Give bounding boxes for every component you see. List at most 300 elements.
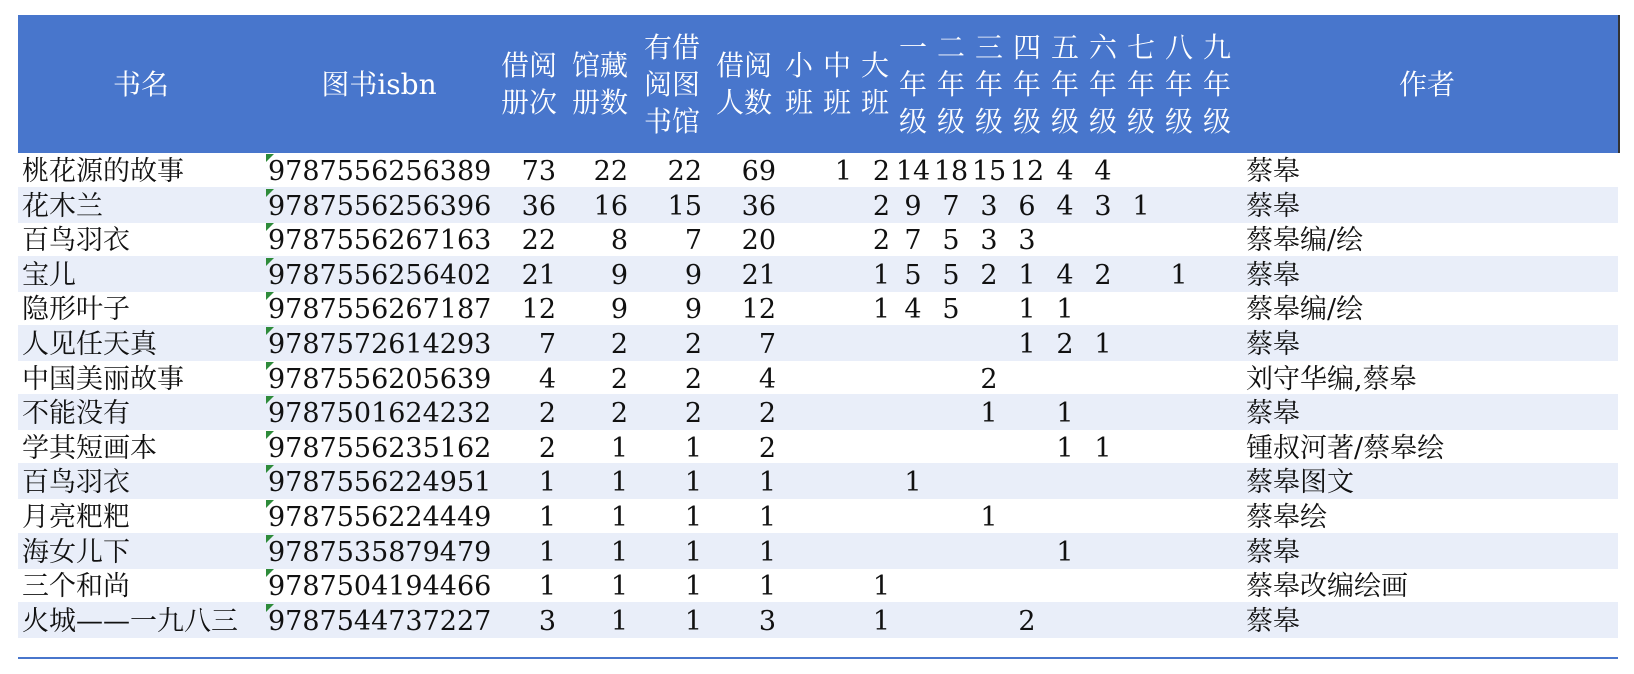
cell-title[interactable]: 火城——一九八三 [22,605,238,637]
cell-grade-6[interactable]: 4 [1094,156,1112,187]
cell-grade-7[interactable] [1122,602,1160,638]
cell-grade-5[interactable] [1046,567,1084,603]
header-grade-8[interactable]: 八 年 级 [1164,30,1193,138]
header-grade-2[interactable]: 二 年 级 [936,30,965,138]
cell-grade-4[interactable] [1008,498,1046,534]
cell-daban[interactable] [856,463,890,499]
cell-libraries[interactable]: 15 [667,190,702,222]
cell-holdings[interactable]: 2 [610,329,628,360]
cell-borrowers[interactable]: 4 [758,363,776,395]
cell-grade-9[interactable] [1198,498,1236,534]
cell-borrow-count[interactable]: 21 [521,259,556,291]
cell-borrowers[interactable]: 36 [741,190,776,222]
cell-xiaoban[interactable] [780,602,814,638]
cell-xiaoban[interactable] [780,533,814,569]
table-row [18,394,1618,430]
cell-grade-9[interactable] [1198,290,1236,326]
cell-borrowers[interactable]: 20 [741,225,776,257]
cell-grade-1[interactable]: 14 [895,156,931,187]
cell-grade-2[interactable] [932,602,970,638]
cell-grade-6[interactable]: 1 [1094,432,1112,464]
cell-xiaoban[interactable] [780,567,814,603]
cell-grade-3[interactable] [970,290,1008,326]
cell-grade-8[interactable] [1160,463,1198,499]
cell-grade-2[interactable]: 5 [942,259,960,291]
cell-xiaoban[interactable] [780,394,814,430]
cell-daban[interactable] [856,325,890,361]
cell-daban[interactable] [856,394,890,430]
header-grade-7[interactable]: 七 年 级 [1126,30,1155,138]
cell-grade-1[interactable]: 9 [904,190,922,222]
cell-grade-2[interactable] [932,325,970,361]
cell-daban[interactable]: 1 [872,259,890,291]
header-libraries[interactable]: 有借 阅图 书馆 [643,30,700,138]
cell-grade-9[interactable] [1198,567,1236,603]
cell-author[interactable]: 蔡皋 [1246,190,1300,222]
cell-holdings[interactable]: 1 [610,536,628,568]
cell-grade-2[interactable] [932,498,970,534]
cell-borrow-count[interactable]: 2 [538,432,556,464]
cell-title[interactable]: 百鸟羽衣 [22,225,130,257]
cell-zhongban[interactable] [818,394,852,430]
cell-grade-6[interactable] [1084,290,1122,326]
cell-borrow-count[interactable]: 73 [521,156,556,187]
text-number-indicator-icon [266,258,274,266]
cell-isbn[interactable]: 9787544737227 [268,605,492,637]
cell-title[interactable]: 学其短画本 [22,432,157,464]
cell-libraries[interactable]: 1 [684,467,702,499]
cell-libraries[interactable]: 22 [667,156,702,187]
cell-libraries[interactable]: 1 [684,502,702,533]
header-title[interactable]: 书名 [112,67,169,101]
cell-zhongban[interactable] [818,221,852,257]
cell-grade-6[interactable]: 2 [1094,259,1112,291]
text-number-indicator-icon [266,535,274,543]
cell-holdings[interactable]: 1 [610,605,628,637]
cell-borrowers[interactable]: 3 [758,605,776,637]
header-grade-6[interactable]: 六 年 级 [1088,30,1117,138]
cell-author[interactable]: 蔡皋图文 [1246,467,1354,499]
cell-holdings[interactable]: 9 [610,259,628,291]
cell-title[interactable]: 月亮粑粑 [22,502,130,533]
cell-borrowers[interactable]: 2 [758,432,776,464]
cell-grade-5[interactable] [1046,221,1084,257]
cell-grade-1[interactable] [894,498,932,534]
cell-grade-7[interactable] [1122,256,1160,292]
cell-grade-1[interactable] [894,533,932,569]
cell-grade-3[interactable]: 3 [980,190,998,222]
header-grade-3[interactable]: 三 年 级 [974,30,1003,138]
cell-holdings[interactable]: 1 [610,571,628,603]
cell-zhongban[interactable] [818,187,852,223]
header-grade-1[interactable]: 一 年 级 [898,30,927,138]
cell-isbn[interactable]: 9787556256389 [268,156,492,187]
cell-title[interactable]: 花木兰 [22,190,103,222]
table-row [18,429,1618,465]
text-number-indicator-icon [266,154,274,162]
cell-grade-4[interactable]: 1 [1018,259,1036,291]
cell-borrow-count[interactable]: 4 [538,363,556,395]
cell-grade-9[interactable] [1198,152,1236,188]
cell-libraries[interactable]: 2 [684,398,702,430]
cell-borrowers[interactable]: 7 [758,329,776,360]
cell-grade-2[interactable] [932,463,970,499]
cell-grade-9[interactable] [1198,533,1236,569]
cell-grade-7[interactable] [1122,567,1160,603]
cell-isbn[interactable]: 9787556224449 [268,502,492,533]
cell-grade-9[interactable] [1198,463,1236,499]
cell-author[interactable]: 蔡皋 [1246,605,1300,637]
cell-isbn[interactable]: 9787556256396 [268,190,492,222]
cell-grade-4[interactable] [1008,463,1046,499]
cell-libraries[interactable]: 1 [684,432,702,464]
cell-title[interactable]: 海女儿下 [22,536,130,568]
cell-grade-9[interactable] [1198,429,1236,465]
cell-grade-2[interactable] [932,429,970,465]
cell-grade-8[interactable] [1160,290,1198,326]
cell-author[interactable]: 蔡皋绘 [1246,502,1327,533]
cell-grade-2[interactable]: 5 [942,225,960,257]
cell-borrow-count[interactable]: 1 [538,536,556,568]
cell-xiaoban[interactable] [780,221,814,257]
cell-grade-5[interactable]: 4 [1056,156,1074,187]
cell-grade-1[interactable] [894,325,932,361]
cell-zhongban[interactable] [818,429,852,465]
cell-isbn[interactable]: 9787572614293 [268,329,492,360]
cell-isbn[interactable]: 9787556267187 [268,294,492,326]
cell-grade-5[interactable]: 1 [1056,536,1074,568]
cell-xiaoban[interactable] [780,360,814,396]
cell-daban[interactable]: 2 [872,190,890,222]
cell-grade-8[interactable] [1160,602,1198,638]
cell-daban[interactable] [856,360,890,396]
table-row [18,567,1618,603]
cell-grade-3[interactable] [970,567,1008,603]
cell-title[interactable]: 不能没有 [22,398,130,430]
cell-zhongban[interactable] [818,360,852,396]
cell-grade-7[interactable] [1122,394,1160,430]
cell-grade-2[interactable] [932,567,970,603]
cell-grade-6[interactable] [1084,533,1122,569]
cell-grade-7[interactable] [1122,498,1160,534]
cell-grade-8[interactable] [1160,429,1198,465]
cell-grade-1[interactable]: 7 [904,225,922,257]
header-grade-4[interactable]: 四 年 级 [1012,30,1041,138]
table-row [18,463,1618,499]
header-daban[interactable]: 大 班 [860,49,889,119]
cell-grade-7[interactable] [1122,463,1160,499]
cell-author[interactable]: 蔡皋编/绘 [1246,225,1364,257]
cell-author[interactable]: 蔡皋 [1246,259,1300,291]
cell-xiaoban[interactable] [780,463,814,499]
cell-grade-4[interactable]: 6 [1018,190,1036,222]
cell-borrow-count[interactable]: 1 [538,502,556,533]
header-holdings[interactable]: 馆藏 册数 [571,49,628,119]
cell-zhongban[interactable] [818,498,852,534]
cell-daban[interactable]: 1 [872,605,890,637]
cell-libraries[interactable]: 1 [684,536,702,568]
cell-title[interactable]: 宝儿 [22,259,76,291]
cell-xiaoban[interactable] [780,429,814,465]
cell-grade-7[interactable] [1122,533,1160,569]
cell-daban[interactable]: 1 [872,571,890,603]
cell-zhongban[interactable] [818,533,852,569]
cell-grade-6[interactable] [1084,498,1122,534]
cell-grade-8[interactable] [1160,187,1198,223]
cell-title[interactable]: 百鸟羽衣 [22,467,130,499]
cell-zhongban[interactable] [818,567,852,603]
cell-zhongban[interactable] [818,256,852,292]
cell-grade-5[interactable] [1046,498,1084,534]
cell-grade-3[interactable] [970,429,1008,465]
cell-libraries[interactable]: 7 [684,225,702,257]
cell-grade-4[interactable] [1008,360,1046,396]
cell-borrowers[interactable]: 2 [758,398,776,430]
cell-grade-5[interactable] [1046,360,1084,396]
header-borrowers[interactable]: 借阅 人数 [715,49,772,119]
header-borrow-count[interactable]: 借阅 册次 [500,49,557,119]
cell-grade-6[interactable] [1084,602,1122,638]
cell-grade-5[interactable]: 1 [1056,294,1074,326]
cell-grade-7[interactable] [1122,429,1160,465]
cell-grade-7[interactable] [1122,221,1160,257]
cell-grade-1[interactable]: 1 [904,467,922,499]
header-grade-5[interactable]: 五 年 级 [1050,30,1079,138]
table-row [18,498,1618,534]
cell-author[interactable]: 刘守华编,蔡皋 [1246,363,1417,395]
cell-grade-9[interactable] [1198,221,1236,257]
cell-borrow-count[interactable]: 7 [538,329,556,360]
cell-holdings[interactable]: 1 [610,502,628,533]
cell-zhongban[interactable] [818,325,852,361]
cell-grade-1[interactable] [894,394,932,430]
cell-isbn[interactable]: 9787504194466 [268,571,492,603]
cell-holdings[interactable]: 16 [593,190,628,222]
cell-daban[interactable] [856,429,890,465]
cell-grade-2[interactable] [932,533,970,569]
cell-grade-6[interactable] [1084,463,1122,499]
cell-grade-1[interactable] [894,602,932,638]
cell-holdings[interactable]: 9 [610,294,628,326]
cell-grade-1[interactable] [894,360,932,396]
cell-title[interactable]: 三个和尚 [22,571,130,603]
cell-grade-3[interactable]: 15 [971,156,1007,187]
table-row [18,187,1618,223]
cell-borrowers[interactable]: 1 [758,467,776,499]
cell-zhongban[interactable]: 1 [834,156,852,187]
cell-isbn[interactable]: 9787556256402 [268,259,492,291]
cell-holdings[interactable]: 22 [593,156,628,187]
cell-grade-8[interactable] [1160,152,1198,188]
cell-grade-3[interactable]: 1 [980,398,998,430]
cell-grade-5[interactable] [1046,602,1084,638]
cell-author[interactable]: 锺叔河著/蔡皋绘 [1246,432,1445,464]
cell-grade-6[interactable]: 3 [1094,190,1112,222]
cell-grade-6[interactable] [1084,360,1122,396]
cell-xiaoban[interactable] [780,256,814,292]
cell-author[interactable]: 蔡皋 [1246,156,1300,187]
cell-borrow-count[interactable]: 2 [538,398,556,430]
cell-author[interactable]: 蔡皋 [1246,536,1300,568]
cell-grade-4[interactable] [1008,394,1046,430]
cell-author[interactable]: 蔡皋编/绘 [1246,294,1364,326]
cell-grade-9[interactable] [1198,360,1236,396]
cell-grade-3[interactable]: 3 [980,225,998,257]
cell-grade-3[interactable] [970,325,1008,361]
cell-grade-4[interactable]: 3 [1018,225,1036,257]
cell-grade-9[interactable] [1198,394,1236,430]
cell-zhongban[interactable] [818,602,852,638]
cell-libraries[interactable]: 1 [684,571,702,603]
header-right-border [1618,15,1620,153]
cell-grade-7[interactable] [1122,290,1160,326]
cell-grade-8[interactable] [1160,498,1198,534]
header-isbn[interactable]: 图书isbn [321,67,437,101]
cell-borrowers[interactable]: 1 [758,502,776,533]
cell-borrowers[interactable]: 21 [741,259,776,291]
cell-title[interactable]: 隐形叶子 [22,294,130,326]
cell-holdings[interactable]: 1 [610,467,628,499]
cell-grade-2[interactable]: 7 [942,190,960,222]
cell-title[interactable]: 人见任天真 [22,329,157,360]
cell-holdings[interactable]: 2 [610,363,628,395]
cell-borrow-count[interactable]: 1 [538,571,556,603]
cell-grade-2[interactable] [932,360,970,396]
cell-libraries[interactable]: 9 [684,259,702,291]
cell-isbn[interactable]: 9787556224951 [268,467,492,499]
cell-borrowers[interactable]: 1 [758,536,776,568]
text-number-indicator-icon [266,292,274,300]
cell-libraries[interactable]: 2 [684,329,702,360]
cell-isbn[interactable]: 9787556235162 [268,432,492,464]
cell-borrow-count[interactable]: 12 [521,294,556,326]
cell-grade-6[interactable] [1084,221,1122,257]
cell-grade-2[interactable]: 5 [942,294,960,326]
cell-daban[interactable]: 2 [872,156,890,187]
cell-grade-4[interactable] [1008,533,1046,569]
cell-grade-7[interactable]: 1 [1132,190,1150,222]
cell-borrowers[interactable]: 12 [741,294,776,326]
cell-grade-7[interactable] [1122,360,1160,396]
cell-grade-7[interactable] [1122,152,1160,188]
cell-libraries[interactable]: 2 [684,363,702,395]
cell-grade-2[interactable] [932,394,970,430]
cell-grade-3[interactable]: 2 [980,259,998,291]
cell-grade-9[interactable] [1198,187,1236,223]
cell-grade-3[interactable]: 2 [980,363,998,395]
cell-xiaoban[interactable] [780,325,814,361]
cell-author[interactable]: 蔡皋 [1246,329,1300,360]
cell-libraries[interactable]: 1 [684,605,702,637]
cell-grade-4[interactable]: 12 [1009,156,1045,187]
cell-isbn[interactable]: 9787556205639 [268,363,492,395]
header-xiaoban[interactable]: 小 班 [784,49,813,119]
cell-author[interactable]: 蔡皋改编绘画 [1246,571,1408,603]
cell-grade-3[interactable] [970,602,1008,638]
cell-grade-9[interactable] [1198,325,1236,361]
cell-isbn[interactable]: 9787535879479 [268,536,492,568]
cell-grade-4[interactable]: 1 [1018,294,1036,326]
cell-grade-4[interactable] [1008,567,1046,603]
cell-holdings[interactable]: 1 [610,432,628,464]
cell-grade-8[interactable] [1160,325,1198,361]
cell-grade-6[interactable]: 1 [1094,329,1112,360]
cell-grade-1[interactable]: 5 [904,259,922,291]
cell-isbn[interactable]: 9787556267163 [268,225,492,257]
cell-grade-9[interactable] [1198,602,1236,638]
cell-author[interactable]: 蔡皋 [1246,398,1300,430]
cell-grade-4[interactable]: 2 [1018,605,1036,637]
cell-grade-9[interactable] [1198,256,1236,292]
cell-borrow-count[interactable]: 36 [521,190,556,222]
cell-grade-3[interactable] [970,533,1008,569]
cell-isbn[interactable]: 9787501624232 [268,398,492,430]
cell-zhongban[interactable] [818,290,852,326]
cell-borrow-count[interactable]: 3 [538,605,556,637]
cell-daban[interactable]: 2 [872,225,890,257]
cell-holdings[interactable]: 2 [610,398,628,430]
cell-title[interactable]: 中国美丽故事 [22,363,184,395]
cell-holdings[interactable]: 8 [610,225,628,257]
cell-borrow-count[interactable]: 1 [538,467,556,499]
cell-borrowers[interactable]: 69 [741,156,776,187]
cell-grade-5[interactable] [1046,463,1084,499]
cell-grade-1[interactable]: 4 [904,294,922,326]
cell-grade-8[interactable] [1160,533,1198,569]
cell-xiaoban[interactable] [780,498,814,534]
header-zhongban[interactable]: 中 班 [822,49,851,119]
cell-grade-1[interactable] [894,429,932,465]
cell-title[interactable]: 桃花源的故事 [22,156,184,187]
table-bottom-border [18,657,1618,659]
cell-grade-5[interactable]: 4 [1056,190,1074,222]
cell-borrowers[interactable]: 1 [758,571,776,603]
cell-grade-4[interactable]: 1 [1018,329,1036,360]
cell-grade-8[interactable] [1160,221,1198,257]
cell-grade-6[interactable] [1084,567,1122,603]
text-number-indicator-icon [266,431,274,439]
cell-grade-5[interactable]: 1 [1056,432,1074,464]
cell-daban[interactable] [856,498,890,534]
table-header [18,15,1618,153]
cell-libraries[interactable]: 9 [684,294,702,326]
cell-grade-5[interactable]: 1 [1056,398,1074,430]
cell-xiaoban[interactable] [780,290,814,326]
cell-borrow-count[interactable]: 22 [521,225,556,257]
cell-grade-8[interactable]: 1 [1170,259,1188,291]
cell-grade-8[interactable] [1160,567,1198,603]
cell-grade-3[interactable] [970,463,1008,499]
cell-grade-5[interactable]: 4 [1056,259,1074,291]
cell-grade-8[interactable] [1160,394,1198,430]
cell-grade-2[interactable]: 18 [933,156,969,187]
header-author[interactable]: 作者 [1398,67,1455,101]
cell-zhongban[interactable] [818,463,852,499]
cell-grade-5[interactable]: 2 [1056,329,1074,360]
cell-grade-8[interactable] [1160,360,1198,396]
cell-daban[interactable] [856,533,890,569]
cell-grade-1[interactable] [894,567,932,603]
cell-grade-6[interactable] [1084,394,1122,430]
cell-xiaoban[interactable] [780,152,814,188]
cell-grade-4[interactable] [1008,429,1046,465]
cell-grade-3[interactable]: 1 [980,502,998,533]
cell-grade-7[interactable] [1122,325,1160,361]
cell-daban[interactable]: 1 [872,294,890,326]
table-row [18,325,1618,361]
header-grade-9[interactable]: 九 年 级 [1202,30,1231,138]
cell-xiaoban[interactable] [780,187,814,223]
